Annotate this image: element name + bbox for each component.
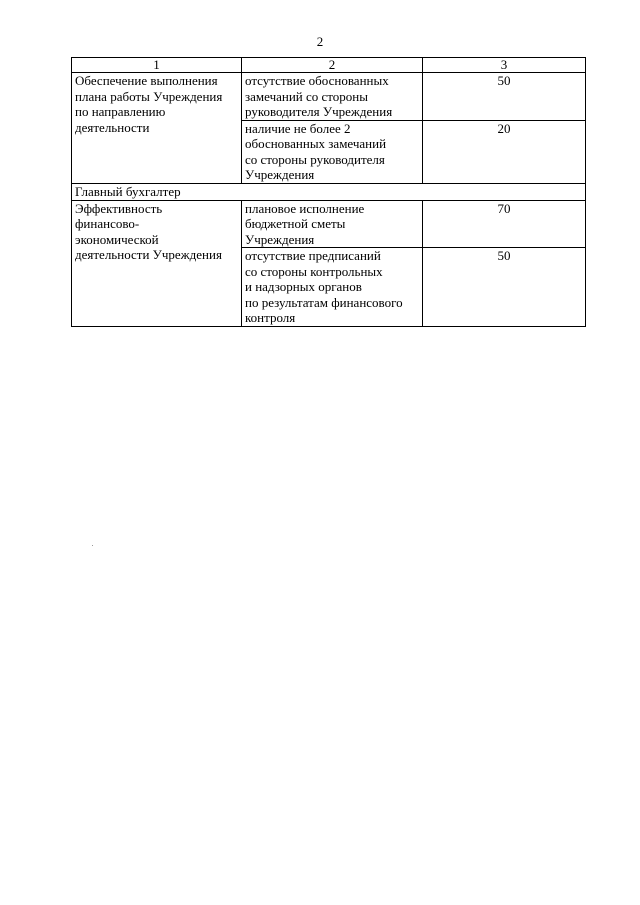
- score-cell: 20: [423, 120, 586, 183]
- score-cell: 50: [423, 73, 586, 121]
- score-cell: 50: [423, 248, 586, 327]
- criteria-table: [71, 57, 586, 327]
- table-row: [72, 200, 586, 248]
- criterion-text: отсутствие обоснованных замечаний со стороны руководителя Учреждения: [245, 73, 393, 119]
- criterion-text: отсутствие предписаний со стороны контрольных и надзорных органов по результатам финансового контроля: [245, 248, 403, 325]
- column-number-1: 1: [72, 58, 242, 73]
- section-row: [72, 183, 586, 200]
- indicator-cell: [72, 200, 242, 326]
- column-number-3: 3: [423, 58, 586, 73]
- section-title: Главный бухгалтер: [72, 183, 586, 200]
- criterion-cell: [242, 248, 423, 327]
- criterion-text: наличие не более 2 обоснованных замечаний со стороны руководителя Учреждения: [245, 120, 387, 182]
- indicator-text: Обеспечение выполнения плана работы Учреждения по направлению деятельности: [75, 73, 223, 135]
- criterion-cell: [242, 200, 423, 248]
- table-header-row: [72, 58, 586, 73]
- criterion-cell: [242, 73, 423, 121]
- criterion-cell: [242, 120, 423, 183]
- column-number-2: 2: [242, 58, 423, 73]
- scan-artifact: [92, 545, 93, 546]
- indicator-text: Эффективность финансово- экономической деятельности Учреждения: [75, 200, 222, 262]
- indicator-cell: [72, 73, 242, 184]
- score-cell: 70: [423, 200, 586, 248]
- table-row: [72, 73, 586, 121]
- page-number: 2: [316, 34, 324, 49]
- criterion-text: плановое исполнение бюджетной сметы Учреждения: [245, 200, 365, 247]
